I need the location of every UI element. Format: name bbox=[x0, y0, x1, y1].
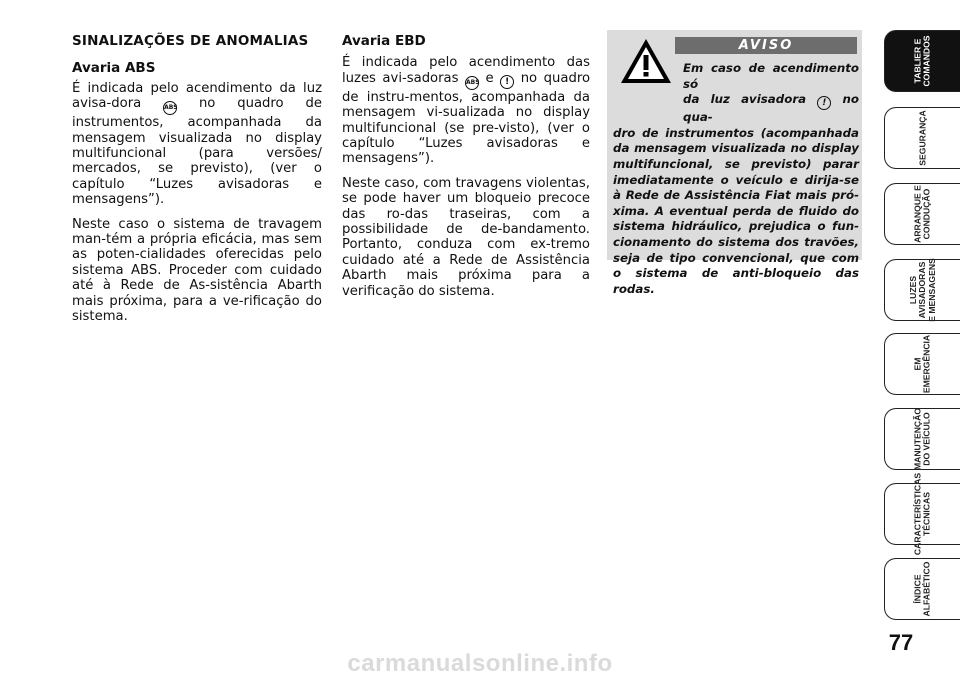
warning-text: Em caso de acendimento só da luz avisadora ! no qua- dro de instrumentos (acompanhada da mensagem visualizada no display multifuncional, se previsto) parar imediatamente o veículo e dirija-se à Rede de Assistência Fiat mais pró-xima. A eventual perda de fluido do sistema hidráulico, prejudica o fun-cionamento do sistema dos travões, seja de tipo convencional, que com o sistema de anti-bloqueio das rodas. bbox=[613, 61, 860, 296]
page-number: 77 bbox=[888, 630, 914, 655]
brake-warning-icon: ! bbox=[817, 96, 831, 110]
warning-box bbox=[607, 30, 862, 296]
tab-seguranca[interactable]: SEGURANÇA bbox=[884, 107, 960, 169]
ebd-fault-heading: Avaria EBD bbox=[342, 33, 426, 49]
abs-fault-paragraph-2: Neste caso o sistema de travagem man-tém a própria eficácia, mas sem as poten-cialidades oferecidas pelo sistema ABS. Proceder com cuidado até à Rede de As-sistência Abarth mais próxima, para a ve-rificação do sistema. bbox=[72, 216, 322, 325]
section-heading: SINALIZAÇÕES DE ANOMALIAS bbox=[72, 33, 309, 49]
ebd-fault-paragraph: É indicada pelo acendimento das luzes avi-sadoras ABS e ! no quadro de instru-mentos, acompanhada da mensagem vi-sualizada no display multifuncional (se pre-visto), (ver o capítulo “Luzes avisadoras e mensagens”). bbox=[342, 55, 591, 167]
tab-arranque-conducao[interactable]: ARRANQUE E CONDUÇÃO bbox=[884, 183, 960, 245]
column-left bbox=[72, 34, 322, 334]
abs-warning-icon: ABS bbox=[163, 101, 177, 115]
tab-em-emergencia[interactable]: EM EMERGÊNCIA bbox=[884, 333, 960, 395]
abs-warning-icon: ABS bbox=[465, 76, 479, 90]
tab-indice-alfabetico[interactable]: ÍNDICE ALFABÉTICO bbox=[884, 558, 960, 620]
warning-title: AVISO bbox=[675, 37, 857, 54]
abs-fault-paragraph: É indicada pelo acendimento da luz avisa-dora ABS no quadro de instrumentos, acompanhada da mensagem visualizada no display multifuncional (para versões/ mercados, se previsto), (ver o capítulo “Luzes avisadoras e mensagens”). bbox=[72, 80, 322, 208]
brake-warning-icon: ! bbox=[500, 75, 514, 89]
tab-luzes-avisadoras[interactable]: LUZES AVISADORAS E MENSAGENS bbox=[884, 259, 960, 321]
ebd-fault-paragraph-2: Neste caso, com travagens violentas, se pode haver um bloqueio precoce das ro-das traseiras, com a possibilidade de de-bandamento. Portanto, conduza com ex-tremo cuidado até a Rede de Assistência Abarth mais próxima para a verificação do sistema. bbox=[342, 175, 590, 299]
watermark: carmanualsonline.info bbox=[347, 650, 613, 677]
abs-fault-heading: Avaria ABS bbox=[72, 60, 156, 77]
column-middle bbox=[342, 34, 590, 308]
tab-caracteristicas-tecnicas[interactable]: CARACTERÍSTICAS TÉCNICAS bbox=[884, 483, 960, 545]
tab-manutencao-veiculo[interactable]: MANUTENÇÃO DO VEÍCULO bbox=[884, 408, 960, 470]
tab-tablier-comandos[interactable]: TABLIER E COMANDOS bbox=[884, 30, 960, 92]
